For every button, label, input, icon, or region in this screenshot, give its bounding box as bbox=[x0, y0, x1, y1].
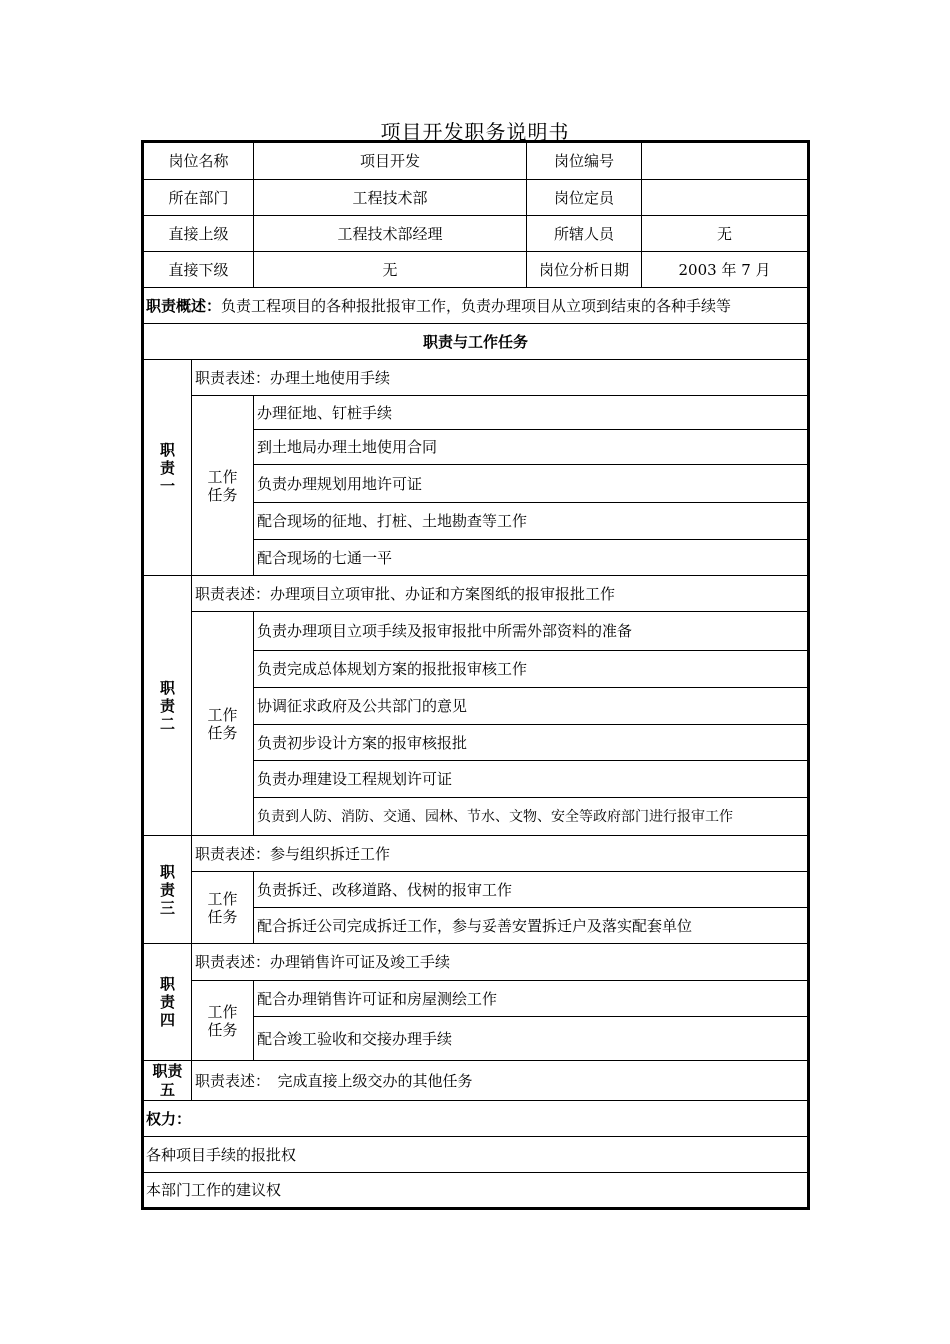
duty3-task-2: 配合拆迁公司完成拆迁工作，参与妥善安置拆迁户及落实配套单位 bbox=[254, 908, 808, 944]
duty2-task-2: 负责完成总体规划方案的报批报审核工作 bbox=[254, 651, 808, 688]
duty1-task-3: 负责办理规划用地许可证 bbox=[254, 465, 808, 503]
duty2-task-5: 负责办理建设工程规划许可证 bbox=[254, 761, 808, 798]
power-label: 权力： bbox=[144, 1101, 808, 1137]
duty2-label: 职 责 二 bbox=[144, 576, 192, 836]
label-department: 所在部门 bbox=[144, 180, 254, 216]
label-position-name: 岗位名称 bbox=[144, 143, 254, 180]
value-subordinates-count: 无 bbox=[642, 216, 808, 252]
duty1-task-4: 配合现场的征地、打桩、土地勘查等工作 bbox=[254, 503, 808, 540]
duty4-task-1: 配合办理销售许可证和房屋测绘工作 bbox=[254, 981, 808, 1017]
label-analysis-date: 岗位分析日期 bbox=[527, 252, 642, 288]
duty1-task-1: 办理征地、钉桩手续 bbox=[254, 396, 808, 430]
label-headcount: 岗位定员 bbox=[527, 180, 642, 216]
duty2-task-4: 负责初步设计方案的报审核报批 bbox=[254, 725, 808, 761]
duty3-task-row bbox=[144, 872, 808, 908]
duty2-task-1: 负责办理项目立项手续及报审报批中所需外部资料的准备 bbox=[254, 612, 808, 651]
duty4-statement: 职责表述：办理销售许可证及竣工手续 bbox=[192, 944, 808, 981]
value-position-name: 项目开发 bbox=[254, 143, 527, 180]
duty4-task-row bbox=[144, 981, 808, 1017]
info-row-subordinate bbox=[144, 252, 808, 288]
overview-label: 职责概述： bbox=[146, 296, 222, 315]
duties-header-row bbox=[144, 324, 808, 360]
duty2-statement: 职责表述：办理项目立项审批、办证和方案图纸的报审报批工作 bbox=[192, 576, 808, 612]
value-analysis-date: 2003 年 7 月 bbox=[642, 252, 808, 288]
value-department: 工程技术部 bbox=[254, 180, 527, 216]
duty5-row bbox=[144, 1061, 808, 1101]
label-position-code: 岗位编号 bbox=[527, 143, 642, 180]
duty2-task-row bbox=[144, 612, 808, 651]
power-item-row bbox=[144, 1137, 808, 1173]
duty3-label: 职 责 三 bbox=[144, 836, 192, 944]
overview-row bbox=[144, 288, 808, 324]
value-headcount bbox=[642, 180, 808, 216]
duty1-task-label: 工作 任务 bbox=[192, 396, 254, 576]
label-direct-subordinate: 直接下级 bbox=[144, 252, 254, 288]
info-row-position-name bbox=[144, 143, 808, 180]
duties-header: 职责与工作任务 bbox=[144, 324, 808, 360]
duty2-statement-row bbox=[144, 576, 808, 612]
duty2-task-6: 负责到人防、消防、交通、园林、节水、文物、安全等政府部门进行报审工作 bbox=[254, 798, 808, 836]
value-direct-superior: 工程技术部经理 bbox=[254, 216, 527, 252]
power-header-row bbox=[144, 1101, 808, 1137]
duty5-statement: 职责表述： 完成直接上级交办的其他任务 bbox=[192, 1061, 808, 1101]
duty4-label: 职 责 四 bbox=[144, 944, 192, 1061]
duty4-statement-row bbox=[144, 944, 808, 981]
duty1-statement: 职责表述：办理土地使用手续 bbox=[192, 360, 808, 396]
power-item-1: 各种项目手续的报批权 bbox=[144, 1137, 808, 1173]
duty4-task-label: 工作 任务 bbox=[192, 981, 254, 1061]
power-item-2: 本部门工作的建议权 bbox=[144, 1173, 808, 1208]
document-title: 项目开发职务说明书 bbox=[380, 120, 570, 144]
duty3-task-1: 负责拆迁、改移道路、伐树的报审工作 bbox=[254, 872, 808, 908]
duty1-task-row bbox=[144, 396, 808, 430]
duty1-statement-row bbox=[144, 360, 808, 396]
duty3-task-label: 工作 任务 bbox=[192, 872, 254, 944]
duty1-task-2: 到土地局办理土地使用合同 bbox=[254, 430, 808, 465]
duty2-task-3: 协调征求政府及公共部门的意见 bbox=[254, 688, 808, 725]
job-description-table bbox=[143, 142, 808, 1208]
duty1-task-5: 配合现场的七通一平 bbox=[254, 540, 808, 576]
duty1-label: 职 责 一 bbox=[144, 360, 192, 576]
info-row-department bbox=[144, 180, 808, 216]
duty4-task-2: 配合竣工验收和交接办理手续 bbox=[254, 1017, 808, 1061]
info-row-superior bbox=[144, 216, 808, 252]
duty2-task-label: 工作 任务 bbox=[192, 612, 254, 836]
duty5-label: 职责 五 bbox=[144, 1061, 192, 1101]
overview-cell bbox=[144, 288, 808, 324]
duty3-statement-row bbox=[144, 836, 808, 872]
label-subordinates-count: 所辖人员 bbox=[527, 216, 642, 252]
overview-text: 负责工程项目的各种报批报审工作，负责办理项目从立项到结束的各种手续等 bbox=[221, 296, 732, 315]
value-direct-subordinate: 无 bbox=[254, 252, 527, 288]
value-position-code bbox=[642, 143, 808, 180]
label-direct-superior: 直接上级 bbox=[144, 216, 254, 252]
duty3-statement: 职责表述：参与组织拆迁工作 bbox=[192, 836, 808, 872]
power-item-row bbox=[144, 1173, 808, 1208]
